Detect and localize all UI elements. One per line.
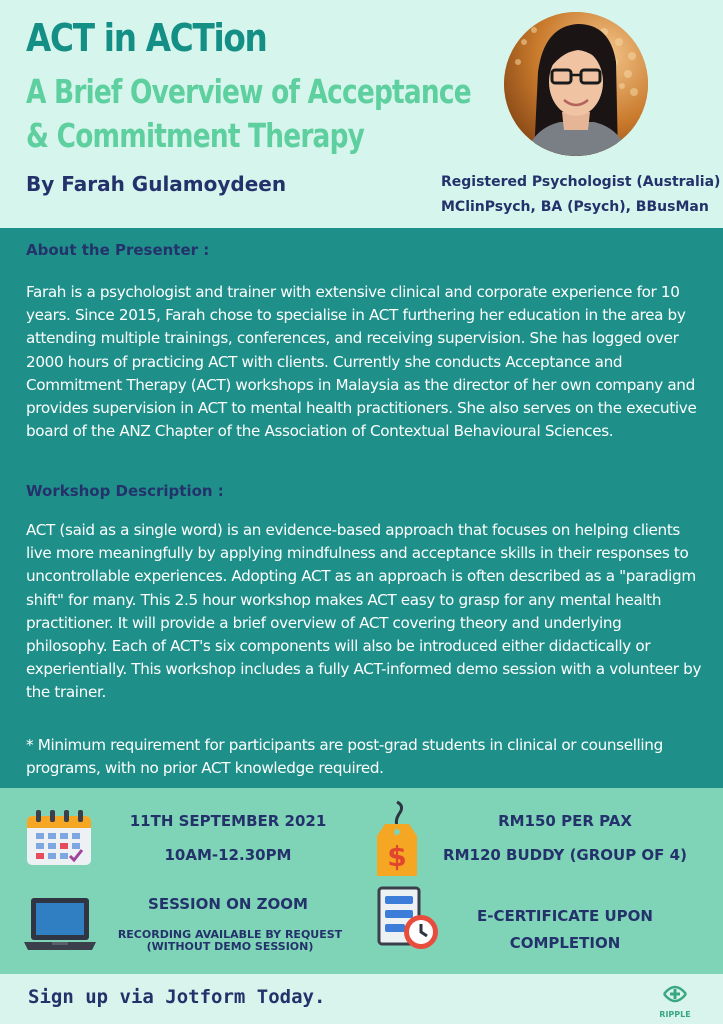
workshop-body: ACT (said as a single word) is an evidence-based approach that focuses on helping clients live more meaningfully by applying mindfulness and acceptance skills in their responses to uncontrollable experiences. Adopting ACT as an approach is often described as a "paradigm shift" for many. This 2.5 hour workshop makes ACT easy to grasp for any mental health practitioner. It will provide a brief overview of ACT covering theory and underlying philosophy. Each of ACT's six components will also be introduced either didactically or experientially. This workshop includes a fully ACT-informed demo session with a volunteer by the trainer. <box>26 521 702 702</box>
footer-section <box>0 974 723 1024</box>
recording-line-1: RECORDING AVAILABLE BY REQUEST <box>117 928 343 941</box>
credential-line-1: Registered Psychologist (Australia) <box>441 174 721 190</box>
price-tag-symbol: $ <box>387 840 407 873</box>
certificate-clock-icon <box>377 886 441 952</box>
flyer-title: ACT in ACTion <box>26 16 267 60</box>
presenter-photo <box>504 12 648 156</box>
header-section <box>0 0 723 228</box>
presenter-credentials <box>441 170 720 220</box>
signup-call-to-action: Sign up via Jotform Today. <box>28 986 326 1008</box>
laptop-icon <box>22 896 98 952</box>
ripple-logo <box>655 978 695 1022</box>
participant-requirement-note: * Minimum requirement for participants are post-grad students in clinical or counselling programs, with no prior ACT knowledge required. <box>26 736 663 778</box>
details-section <box>0 788 723 974</box>
credential-line-2: MClinPsych, BA (Psych), BBusMan <box>441 199 709 215</box>
recording-note <box>100 929 360 953</box>
price-per-pax: RM150 PER PAX <box>498 812 632 830</box>
subtitle-line-1: A Brief Overview of Acceptance <box>26 72 471 111</box>
workshop-date: 11TH SEPTEMBER 2021 <box>129 812 327 830</box>
certificate-line-2: COMPLETION <box>509 934 621 952</box>
about-heading: About the Presenter : <box>26 241 210 259</box>
certificate-info <box>440 903 690 957</box>
calendar-icon <box>26 810 92 866</box>
presenter-byline: By Farah Gulamoydeen <box>26 172 287 196</box>
session-platform: SESSION ON ZOOM <box>148 895 308 913</box>
workshop-time: 10AM-12.30PM <box>164 846 292 864</box>
workshop-heading: Workshop Description : <box>26 482 224 500</box>
presenter-photo-image <box>504 12 648 156</box>
about-body: Farah is a psychologist and trainer with extensive clinical and corporate experience for 10 years. Since 2015, Farah chose to specialise in ACT furthering her education in the area by attending multiple trainings, conferences, and receiving supervision. She has logged over 2000 hours of practicing ACT with clients. Currently she conducts Acceptance and Commitment Therapy (ACT) workshops in Malaysia as the director of her own company and provides supervision in ACT to mental health practitioners. She also serves on the executive board of the ANZ Chapter of the Association of Contextual Behavioural Sciences. <box>26 283 697 441</box>
description-section <box>0 228 723 788</box>
recording-line-2: (WITHOUT DEMO SESSION) <box>146 940 314 953</box>
price-tag-icon <box>375 800 419 878</box>
subtitle-line-2: & Commitment Therapy <box>26 116 365 155</box>
ripple-brand-text: RIPPLE <box>659 1010 691 1019</box>
flyer-subtitle <box>26 70 471 158</box>
buddy-price: RM120 BUDDY (GROUP OF 4) <box>443 846 687 864</box>
certificate-line-1: E-CERTIFICATE UPON <box>477 907 653 925</box>
